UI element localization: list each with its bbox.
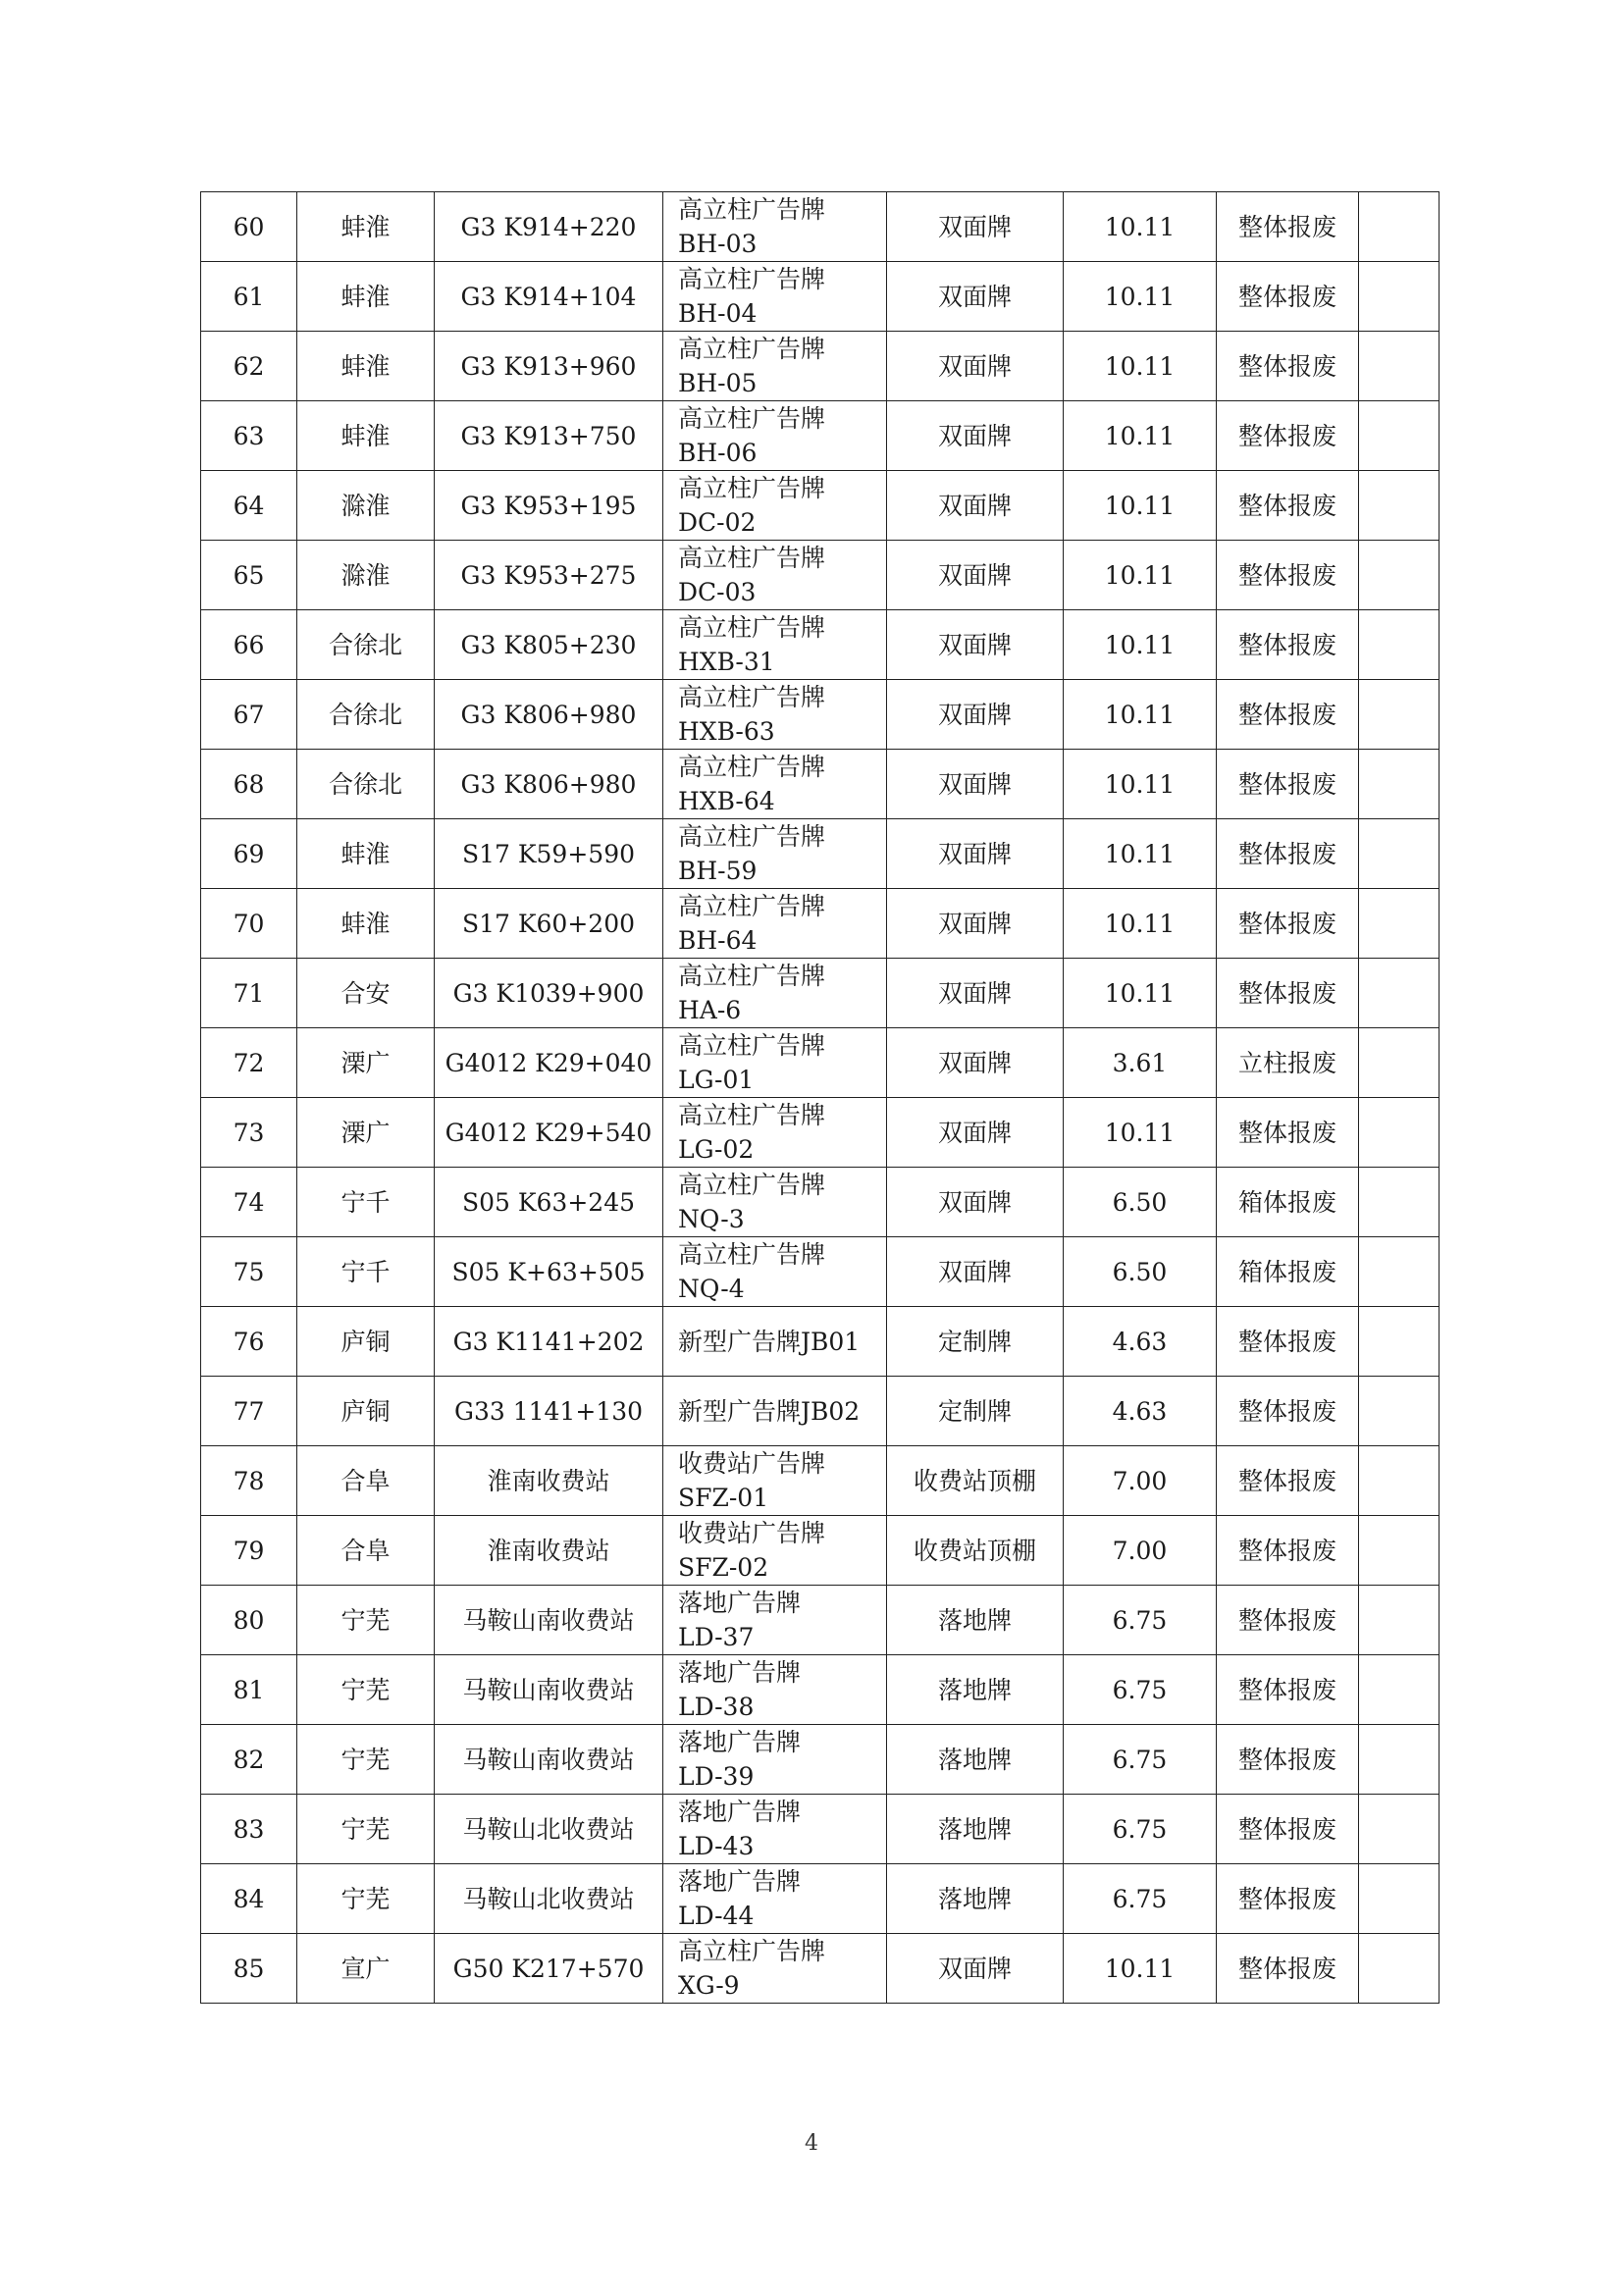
value-cell: 10.11 [1064,262,1217,332]
location-cell: G4012 K29+040 [435,1028,663,1098]
row-number: 76 [201,1307,297,1377]
value-cell: 10.11 [1064,680,1217,750]
type-cell: 双面牌 [887,750,1064,819]
row-number: 69 [201,819,297,889]
item-code: HA-6 [678,996,742,1024]
item-name: 落地广告牌 [678,1867,802,1896]
item-name: 高立柱广告牌 [678,1240,826,1269]
handling-cell: 整体报废 [1217,959,1359,1028]
unit-cell: 合阜 [297,1446,435,1516]
item-code: LD-43 [678,1832,755,1860]
type-cell: 双面牌 [887,819,1064,889]
type-cell: 双面牌 [887,1934,1064,2004]
item-name: 高立柱广告牌 [678,892,826,920]
location-cell: 淮南收费站 [435,1516,663,1586]
item-cell [663,1028,887,1098]
item-code: BH-03 [678,230,758,258]
unit-cell: 合徐北 [297,680,435,750]
unit-cell: 宁芜 [297,1586,435,1655]
item-name: 收费站广告牌 [678,1449,826,1478]
location-cell: G3 K1039+900 [435,959,663,1028]
item-name: 高立柱广告牌 [678,683,826,711]
handling-cell: 整体报废 [1217,1795,1359,1864]
handling-cell: 整体报废 [1217,680,1359,750]
item-name: 高立柱广告牌 [678,265,826,293]
remark-cell [1359,1725,1440,1795]
type-cell: 双面牌 [887,471,1064,541]
location-cell: G3 K953+275 [435,541,663,610]
handling-cell: 箱体报废 [1217,1168,1359,1237]
table-row [201,610,1440,680]
unit-cell: 宁芜 [297,1725,435,1795]
item-name: 高立柱广告牌 [678,195,826,224]
handling-cell: 整体报废 [1217,471,1359,541]
item-code: BH-04 [678,299,758,328]
value-cell: 10.11 [1064,471,1217,541]
unit-cell: 蚌淮 [297,332,435,401]
table-row [201,1098,1440,1168]
item-name: 高立柱广告牌 [678,1031,826,1060]
item-cell [663,889,887,959]
item-code: LD-37 [678,1623,755,1651]
item-name: 高立柱广告牌 [678,962,826,990]
row-number: 70 [201,889,297,959]
value-cell: 10.11 [1064,959,1217,1028]
item-cell [663,610,887,680]
location-cell: 马鞍山北收费站 [435,1795,663,1864]
unit-cell: 溧广 [297,1028,435,1098]
type-cell: 双面牌 [887,1168,1064,1237]
type-cell: 落地牌 [887,1795,1064,1864]
type-cell: 双面牌 [887,541,1064,610]
handling-cell: 整体报废 [1217,1377,1359,1446]
item-code: SFZ-02 [678,1553,769,1582]
table-row [201,401,1440,471]
item-code: BH-05 [678,369,758,397]
item-cell [663,332,887,401]
item-name: 高立柱广告牌 [678,822,826,851]
remark-cell [1359,332,1440,401]
unit-cell: 合安 [297,959,435,1028]
row-number: 73 [201,1098,297,1168]
location-cell: 马鞍山北收费站 [435,1864,663,1934]
value-cell: 10.11 [1064,332,1217,401]
value-cell: 10.11 [1064,192,1217,262]
item-cell [663,1725,887,1795]
handling-cell: 整体报废 [1217,1516,1359,1586]
item-name: 落地广告牌 [678,1798,802,1826]
item-name: 高立柱广告牌 [678,474,826,502]
item-cell [663,750,887,819]
row-number: 72 [201,1028,297,1098]
value-cell: 6.50 [1064,1168,1217,1237]
unit-cell: 滁淮 [297,541,435,610]
item-name: 高立柱广告牌 [678,1101,826,1129]
remark-cell [1359,959,1440,1028]
row-number: 75 [201,1237,297,1307]
item-name: 高立柱广告牌 [678,544,826,572]
handling-cell: 立柱报废 [1217,1028,1359,1098]
remark-cell [1359,610,1440,680]
handling-cell: 整体报废 [1217,750,1359,819]
value-cell: 7.00 [1064,1516,1217,1586]
handling-cell: 整体报废 [1217,1098,1359,1168]
value-cell: 7.00 [1064,1446,1217,1516]
location-cell: S17 K60+200 [435,889,663,959]
type-cell: 双面牌 [887,262,1064,332]
handling-cell: 整体报废 [1217,332,1359,401]
row-number: 82 [201,1725,297,1795]
table-row [201,750,1440,819]
item-code: SFZ-01 [678,1484,769,1512]
asset-table [200,191,1440,2004]
item-cell [663,1307,887,1377]
row-number: 85 [201,1934,297,2004]
page-number: 4 [805,2131,818,2156]
table-row [201,192,1440,262]
type-cell: 双面牌 [887,1098,1064,1168]
item-cell [663,959,887,1028]
remark-cell [1359,1168,1440,1237]
item-cell [663,1377,887,1446]
value-cell: 10.11 [1064,610,1217,680]
table-row [201,1725,1440,1795]
item-cell [663,401,887,471]
item-code: DC-03 [678,578,757,606]
value-cell: 10.11 [1064,750,1217,819]
location-cell: G3 K953+195 [435,471,663,541]
value-cell: 6.75 [1064,1864,1217,1934]
handling-cell: 整体报废 [1217,819,1359,889]
item-name: 高立柱广告牌 [678,753,826,781]
remark-cell [1359,1446,1440,1516]
row-number: 83 [201,1795,297,1864]
item-cell [663,541,887,610]
handling-cell: 整体报废 [1217,610,1359,680]
location-cell: G3 K1141+202 [435,1307,663,1377]
unit-cell: 蚌淮 [297,401,435,471]
table-row [201,889,1440,959]
item-code: NQ-4 [678,1275,745,1303]
table-row [201,1934,1440,2004]
row-number: 74 [201,1168,297,1237]
item-cell [663,1934,887,2004]
item-code: LD-39 [678,1762,755,1791]
location-cell: G3 K805+230 [435,610,663,680]
item-code: HXB-31 [678,648,775,676]
unit-cell: 宁芜 [297,1795,435,1864]
type-cell: 双面牌 [887,889,1064,959]
remark-cell [1359,889,1440,959]
table-body [201,192,1440,2004]
row-number: 67 [201,680,297,750]
type-cell: 落地牌 [887,1586,1064,1655]
location-cell: G3 K913+750 [435,401,663,471]
remark-cell [1359,262,1440,332]
item-name: 落地广告牌 [678,1589,802,1617]
unit-cell: 合阜 [297,1516,435,1586]
location-cell: 淮南收费站 [435,1446,663,1516]
row-number: 78 [201,1446,297,1516]
type-cell: 落地牌 [887,1655,1064,1725]
value-cell: 6.75 [1064,1795,1217,1864]
item-cell [663,1098,887,1168]
item-name: 落地广告牌 [678,1658,802,1687]
remark-cell [1359,401,1440,471]
table-row [201,1237,1440,1307]
row-number: 66 [201,610,297,680]
type-cell: 双面牌 [887,959,1064,1028]
row-number: 79 [201,1516,297,1586]
unit-cell: 滁淮 [297,471,435,541]
item-cell [663,1446,887,1516]
item-name: 收费站广告牌 [678,1519,826,1547]
value-cell: 4.63 [1064,1377,1217,1446]
handling-cell: 整体报废 [1217,1934,1359,2004]
location-cell: G3 K914+104 [435,262,663,332]
type-cell: 双面牌 [887,1028,1064,1098]
remark-cell [1359,680,1440,750]
value-cell: 6.75 [1064,1655,1217,1725]
handling-cell: 整体报废 [1217,262,1359,332]
item-name: 落地广告牌 [678,1728,802,1756]
table-row [201,1516,1440,1586]
handling-cell: 箱体报废 [1217,1237,1359,1307]
item-cell [663,680,887,750]
table-row [201,1377,1440,1446]
row-number: 81 [201,1655,297,1725]
remark-cell [1359,1237,1440,1307]
item-code: HXB-64 [678,787,775,815]
type-cell: 双面牌 [887,610,1064,680]
handling-cell: 整体报废 [1217,1725,1359,1795]
remark-cell [1359,1028,1440,1098]
remark-cell [1359,1655,1440,1725]
unit-cell: 蚌淮 [297,889,435,959]
remark-cell [1359,1307,1440,1377]
location-cell: G3 K913+960 [435,332,663,401]
location-cell: S17 K59+590 [435,819,663,889]
handling-cell: 整体报废 [1217,1307,1359,1377]
item-name: 新型广告牌JB01 [678,1327,861,1356]
table-row [201,1586,1440,1655]
location-cell: S05 K63+245 [435,1168,663,1237]
handling-cell: 整体报废 [1217,192,1359,262]
unit-cell: 宁千 [297,1168,435,1237]
item-name: 高立柱广告牌 [678,613,826,642]
value-cell: 10.11 [1064,1098,1217,1168]
value-cell: 4.63 [1064,1307,1217,1377]
value-cell: 10.11 [1064,889,1217,959]
row-number: 61 [201,262,297,332]
handling-cell: 整体报废 [1217,1586,1359,1655]
remark-cell [1359,1377,1440,1446]
location-cell: G3 K914+220 [435,192,663,262]
item-code: BH-64 [678,926,758,955]
type-cell: 双面牌 [887,1237,1064,1307]
type-cell: 双面牌 [887,680,1064,750]
item-cell [663,1655,887,1725]
item-code: BH-06 [678,439,758,467]
unit-cell: 庐铜 [297,1307,435,1377]
value-cell: 6.75 [1064,1725,1217,1795]
remark-cell [1359,1795,1440,1864]
unit-cell: 宁千 [297,1237,435,1307]
item-cell [663,471,887,541]
row-number: 63 [201,401,297,471]
row-number: 64 [201,471,297,541]
remark-cell [1359,1516,1440,1586]
unit-cell: 蚌淮 [297,262,435,332]
type-cell: 落地牌 [887,1864,1064,1934]
unit-cell: 溧广 [297,1098,435,1168]
value-cell: 10.11 [1064,1934,1217,2004]
remark-cell [1359,1864,1440,1934]
handling-cell: 整体报废 [1217,1655,1359,1725]
row-number: 60 [201,192,297,262]
item-cell [663,1795,887,1864]
location-cell: G4012 K29+540 [435,1098,663,1168]
table-row [201,541,1440,610]
table-row [201,1795,1440,1864]
row-number: 68 [201,750,297,819]
table-row [201,959,1440,1028]
remark-cell [1359,1098,1440,1168]
unit-cell: 庐铜 [297,1377,435,1446]
unit-cell: 宣广 [297,1934,435,2004]
item-name: 新型广告牌JB02 [678,1396,861,1426]
item-code: DC-02 [678,508,757,537]
unit-cell: 宁芜 [297,1655,435,1725]
table-row [201,1028,1440,1098]
type-cell: 双面牌 [887,192,1064,262]
handling-cell: 整体报废 [1217,1446,1359,1516]
row-number: 71 [201,959,297,1028]
type-cell: 收费站顶棚 [887,1516,1064,1586]
handling-cell: 整体报废 [1217,401,1359,471]
row-number: 62 [201,332,297,401]
type-cell: 双面牌 [887,332,1064,401]
remark-cell [1359,471,1440,541]
unit-cell: 合徐北 [297,610,435,680]
remark-cell [1359,819,1440,889]
value-cell: 10.11 [1064,541,1217,610]
type-cell: 收费站顶棚 [887,1446,1064,1516]
table-row [201,1864,1440,1934]
handling-cell: 整体报废 [1217,1864,1359,1934]
unit-cell: 宁芜 [297,1864,435,1934]
location-cell: 马鞍山南收费站 [435,1586,663,1655]
unit-cell: 蚌淮 [297,819,435,889]
location-cell: G50 K217+570 [435,1934,663,2004]
item-cell [663,1516,887,1586]
item-cell [663,1168,887,1237]
location-cell: S05 K+63+505 [435,1237,663,1307]
remark-cell [1359,1934,1440,2004]
table-row [201,1168,1440,1237]
location-cell: 马鞍山南收费站 [435,1655,663,1725]
item-name: 高立柱广告牌 [678,1171,826,1199]
unit-cell: 合徐北 [297,750,435,819]
table-row [201,1446,1440,1516]
item-name: 高立柱广告牌 [678,335,826,363]
remark-cell [1359,541,1440,610]
item-code: LD-44 [678,1902,755,1930]
handling-cell: 整体报废 [1217,541,1359,610]
value-cell: 10.11 [1064,819,1217,889]
row-number: 84 [201,1864,297,1934]
value-cell: 3.61 [1064,1028,1217,1098]
row-number: 65 [201,541,297,610]
item-cell [663,1586,887,1655]
table-row [201,680,1440,750]
value-cell: 6.75 [1064,1586,1217,1655]
value-cell: 10.11 [1064,401,1217,471]
table-row [201,332,1440,401]
item-code: LG-02 [678,1135,755,1164]
item-code: LG-01 [678,1066,755,1094]
location-cell: G3 K806+980 [435,680,663,750]
type-cell: 定制牌 [887,1307,1064,1377]
item-cell [663,1864,887,1934]
location-cell: G33 1141+130 [435,1377,663,1446]
item-cell [663,192,887,262]
table-row [201,262,1440,332]
type-cell: 落地牌 [887,1725,1064,1795]
table-row [201,1655,1440,1725]
item-code: NQ-3 [678,1205,745,1233]
remark-cell [1359,750,1440,819]
item-code: XG-9 [678,1971,740,2000]
type-cell: 定制牌 [887,1377,1064,1446]
unit-cell: 蚌淮 [297,192,435,262]
item-cell [663,262,887,332]
item-code: LD-38 [678,1693,755,1721]
type-cell: 双面牌 [887,401,1064,471]
location-cell: G3 K806+980 [435,750,663,819]
item-name: 高立柱广告牌 [678,1937,826,1965]
table-row [201,819,1440,889]
remark-cell [1359,1586,1440,1655]
item-code: BH-59 [678,857,758,885]
location-cell: 马鞍山南收费站 [435,1725,663,1795]
handling-cell: 整体报废 [1217,889,1359,959]
item-cell [663,1237,887,1307]
item-name: 高立柱广告牌 [678,404,826,433]
item-code: HXB-63 [678,717,775,746]
table-row [201,1307,1440,1377]
item-cell [663,819,887,889]
value-cell: 6.50 [1064,1237,1217,1307]
remark-cell [1359,192,1440,262]
row-number: 77 [201,1377,297,1446]
table-row [201,471,1440,541]
row-number: 80 [201,1586,297,1655]
